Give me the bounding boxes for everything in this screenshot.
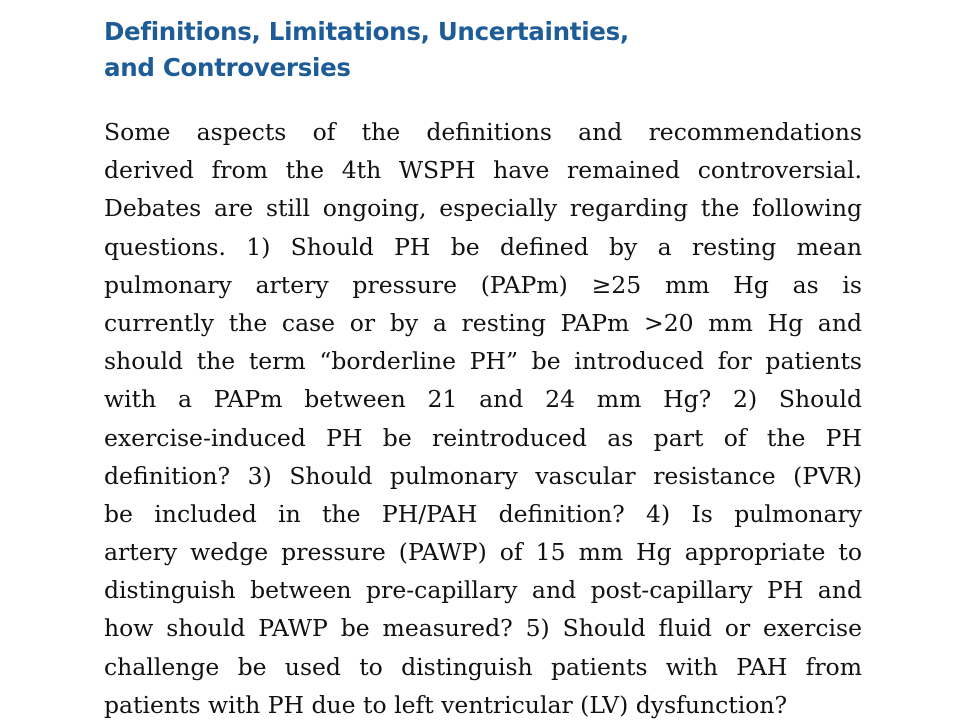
paragraph-line: should the term “borderline PH” be introduced for patients bbox=[104, 347, 862, 376]
paragraph-line: currently the case or by a resting PAPm >20 mm Hg and bbox=[104, 308, 862, 337]
paragraph-line: pulmonary artery pressure (PAPm) ≥25 mm Hg as is bbox=[104, 270, 862, 299]
paragraph-line: be included in the PH/PAH definition? 4) Is pulmonary bbox=[104, 499, 862, 528]
section-heading-line-2: and Controversies bbox=[104, 53, 351, 82]
paragraph-line: questions. 1) Should PH be defined by a resting mean bbox=[104, 232, 862, 261]
paragraph-line: how should PAWP be measured? 5) Should fluid or exercise bbox=[104, 614, 862, 643]
paragraph-line: definition? 3) Should pulmonary vascular resistance (PVR) bbox=[104, 461, 862, 490]
paragraph-line: Some aspects of the definitions and recommendations bbox=[104, 118, 862, 146]
paragraph-line: distinguish between pre-capillary and post-capillary PH and bbox=[104, 576, 862, 605]
section-heading bbox=[104, 14, 884, 86]
paragraph-line: exercise-induced PH be reintroduced as part of the PH bbox=[104, 423, 862, 452]
body-paragraph bbox=[104, 113, 862, 724]
paragraph-line: derived from the 4th WSPH have remained controversial. bbox=[104, 156, 862, 185]
paragraph-line: patients with PH due to left ventricular (LV) dysfunction? bbox=[104, 690, 788, 719]
paragraph-line: artery wedge pressure (PAWP) of 15 mm Hg appropriate to bbox=[104, 538, 862, 567]
paragraph-line: Debates are still ongoing, especially regarding the following bbox=[104, 194, 862, 223]
paragraph-line: with a PAPm between 21 and 24 mm Hg? 2) Should bbox=[104, 385, 862, 414]
section-heading-line-1: Definitions, Limitations, Uncertainties, bbox=[104, 17, 629, 46]
paragraph-line: challenge be used to distinguish patients with PAH from bbox=[104, 652, 862, 681]
